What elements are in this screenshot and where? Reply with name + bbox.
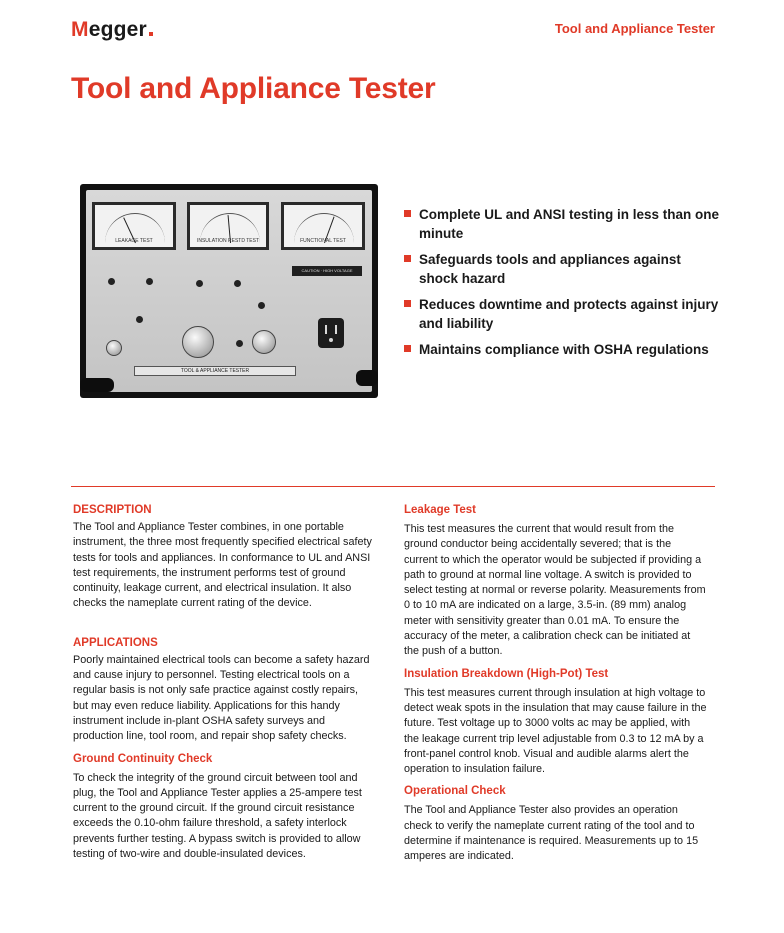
right-column	[404, 502, 707, 865]
insulation-heading: Insulation Breakdown (High-Pot) Test	[404, 667, 609, 680]
page-title: Tool and Appliance Tester	[71, 72, 436, 105]
operational-heading: Operational Check	[404, 785, 506, 798]
hi-on-lamp	[258, 302, 265, 309]
feature-item: Maintains compliance with OSHA regulations	[404, 340, 722, 359]
applications-heading: APPLICATIONS	[73, 636, 158, 649]
indicator-lamp	[236, 340, 243, 347]
line-knob	[106, 340, 122, 356]
test-mode-knob	[182, 326, 214, 358]
description-heading: DESCRIPTION	[73, 504, 152, 516]
tool-outlet	[318, 318, 344, 348]
leakage-heading: Leakage Test	[404, 504, 477, 516]
polarity-switch	[146, 278, 153, 285]
operational-body: The Tool and Appliance Tester also provides an operation check to verify the nameplate current rating of the tool and to determine if maintenance is required. Measurements up to 15 amperes are indicated.	[404, 804, 699, 863]
front-nameplate: TOOL & APPLIANCE TESTER	[134, 366, 296, 376]
supply-switch	[108, 278, 115, 285]
high-voltage-warning-plate: CAUTION · HIGH VOLTAGE	[292, 266, 362, 276]
ground-continuity-heading: Ground Continuity Check	[73, 752, 213, 765]
leakage-meter	[92, 202, 176, 250]
leakage-body: This test measures the current that would result from the ground conductor being accidentally severed; that is the current to which the operator would be subjected if providing a path to ground at normal line voltage. A switch is provided to select testing at normal or reverse polarity. Measurements from 0 to 10 mA are indicated on a large, 3.5-in. (89 mm) analog meter with sensitivity greater than 0.01 mA. To ensure the accuracy of the meter, a calibration check can be initiated at the push of a button.	[404, 523, 706, 658]
product-photo	[80, 184, 378, 398]
insulation-meter	[187, 202, 269, 250]
section-divider	[71, 486, 715, 487]
feature-list	[404, 205, 722, 366]
power-cord-left	[80, 378, 114, 392]
leakage-meter-label: LEAKAGE TEST	[115, 238, 153, 244]
functional-meter-label: FUNCTIONAL TEST	[300, 238, 346, 244]
functional-meter	[281, 202, 365, 250]
left-column	[73, 502, 376, 862]
feature-item: Safeguards tools and appliances against shock hazard	[404, 250, 722, 288]
hold-switch	[234, 280, 241, 287]
header-product-tag: Tool and Appliance Tester	[554, 21, 715, 36]
bypass-switch	[136, 316, 143, 323]
brand-logo	[71, 18, 153, 42]
ground-continuity-body: To check the integrity of the ground circuit between tool and plug, the Tool and Appliance Tester applies a 25-ampere test current to the ground circuit. If the ground circuit resistance exceeds the 0.10-ohm failure threshold, a safety interlock prevents further testing. A bypass switch is provided to allow testing of two-wire and double-insulated devices.	[73, 771, 362, 861]
power-cord-right	[356, 370, 378, 386]
insulation-body: This test measures current through insulation at high voltage to detect weak spots in the insulation that may cause failure in the future. Test voltage up to 3000 volts ac may be applied, with the leakage current trip level adjustable from 0.3 to 12 mA by a front-panel control knob. Visual and audible alarms alert the operation to insulation failure.	[404, 686, 707, 776]
applications-body: Poorly maintained electrical tools can become a safety hazard and cause injury to personnel. Testing electrical tools on a regular basis is not only safe practice against costly repairs, but may even reduce liability. Applications for this handy instrument include in-plant OSHA safety surveys and production line, tool room, and repair shop safety checks.	[73, 653, 370, 743]
feature-item: Reduces downtime and protects against injury and liability	[404, 295, 722, 333]
brand-logo-dot	[149, 32, 153, 36]
voltage-control-knob	[252, 330, 276, 354]
brand-logo-rest: egger	[88, 18, 147, 41]
instrument-front-panel	[86, 190, 372, 392]
insulation-meter-label: INSULATION RESTD TEST	[196, 238, 260, 244]
feature-item: Complete UL and ANSI testing in less than one minute	[404, 205, 722, 243]
sensitivity-switch	[196, 280, 203, 287]
description-body: The Tool and Appliance Tester combines, in one portable instrument, the three most frequently specified electrical safety tests for tools and appliances. In conformance to UL and ANSI test requirements, the instrument performs test of ground continuity, leakage current, and electrical insulation. It also checks the nameplate current rating of the device.	[73, 521, 372, 610]
brand-logo-mark: M	[71, 18, 89, 41]
